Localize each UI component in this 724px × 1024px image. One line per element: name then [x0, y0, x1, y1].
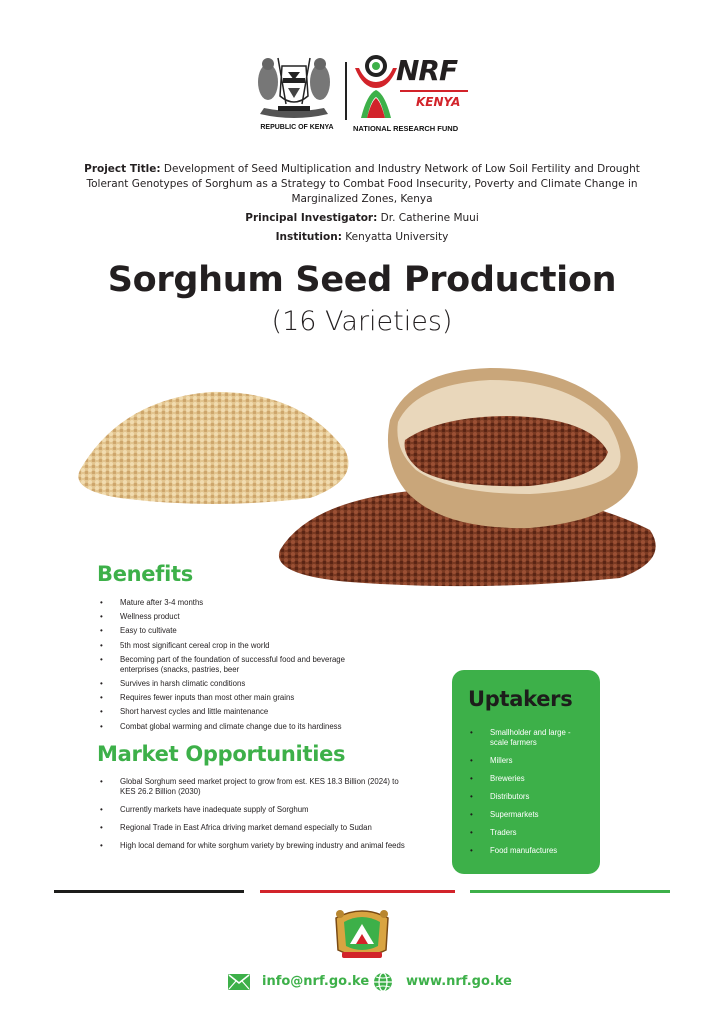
principal-investigator-label: Principal Investigator:: [245, 212, 378, 224]
principal-investigator: [0, 212, 724, 224]
sorghum-grains-image: [60, 360, 680, 590]
nrf-figure-icon: [353, 54, 399, 120]
benefit-item: • Combat global warming and climate change due to its hardiness: [100, 722, 370, 732]
institution-value: Kenyatta University: [345, 231, 449, 243]
nrf-wordmark: NRF: [396, 54, 458, 87]
principal-investigator-value: Dr. Catherine Muui: [380, 212, 479, 224]
page-subtitle: (16 Varieties): [271, 306, 453, 337]
header-logos: [0, 52, 724, 138]
uptaker-item: • Food manufactures: [470, 846, 588, 856]
benefit-item: • Becoming part of the foundation of successful food and beverage enterprises (snacks, pastries, beer: [100, 655, 370, 675]
institution-label: Institution:: [275, 231, 342, 243]
uptakers-heading: Uptakers: [468, 687, 573, 711]
nrf-underline: [400, 90, 468, 92]
logo-divider: [345, 62, 347, 120]
kenya-coat-of-arms-logo: [252, 52, 336, 122]
contact-bar: [0, 972, 724, 994]
uptaker-item: • Distributors: [470, 792, 588, 802]
benefit-item: • Short harvest cycles and little maintenance: [100, 707, 370, 717]
uptaker-item: • Smallholder and large - scale farmers: [470, 728, 588, 748]
footer-rule-red: [260, 890, 455, 893]
project-title-value: Development of Seed Multiplication and Industry Network of Low Soil Fertility and Drought Tolerant Genotypes of Sorghum as a Strategy to Combat Food Insecurity, Poverty and Climate Change in Marginalized Zones, Kenya: [86, 163, 640, 205]
mail-icon: [228, 974, 250, 990]
market-item: • Currently markets have inadequate supply of Sorghum: [100, 805, 410, 815]
benefits-list: [100, 598, 370, 736]
benefit-item: • Wellness product: [100, 612, 370, 622]
uptaker-item: • Millers: [470, 756, 588, 766]
uptakers-list: [470, 728, 588, 864]
benefit-item: • 5th most significant cereal crop in the world: [100, 641, 370, 651]
benefit-item: • Easy to cultivate: [100, 626, 370, 636]
uptaker-item: • Supermarkets: [470, 810, 588, 820]
project-title-label: Project Title:: [84, 163, 161, 175]
market-item: • High local demand for white sorghum variety by brewing industry and animal feeds: [100, 841, 410, 851]
benefit-item: • Requires fewer inputs than most other main grains: [100, 693, 370, 703]
market-opportunities-list: [100, 777, 410, 859]
uptakers-card: [452, 670, 600, 874]
benefits-heading: Benefits: [97, 562, 193, 586]
project-title: [82, 162, 642, 207]
market-opportunities-heading: Market Opportunities: [97, 742, 346, 766]
email-link[interactable]: info@nrf.go.ke: [262, 974, 370, 989]
uptaker-item: • Breweries: [470, 774, 588, 784]
benefit-item: • Mature after 3-4 months: [100, 598, 370, 608]
market-item: • Global Sorghum seed market project to grow from est. KES 18.3 Billion (2024) to KES 26.2 Billion (2030): [100, 777, 410, 797]
benefit-item: • Survives in harsh climatic conditions: [100, 679, 370, 689]
uptaker-item: • Traders: [470, 828, 588, 838]
market-item: • Regional Trade in East Africa driving market demand especially to Sudan: [100, 823, 410, 833]
footer-rule-green: [470, 890, 670, 893]
nrf-country-label: KENYA: [416, 95, 461, 109]
website-link[interactable]: www.nrf.go.ke: [406, 974, 512, 989]
institution: [0, 231, 724, 243]
national-research-fund-caption: NATIONAL RESEARCH FUND: [353, 124, 459, 133]
republic-of-kenya-caption: REPUBLIC OF KENYA: [260, 124, 334, 131]
page-title: Sorghum Seed Production: [107, 260, 617, 300]
nrf-seal-logo: [330, 904, 394, 962]
footer-rule-black: [54, 890, 244, 893]
globe-icon: [373, 972, 393, 992]
